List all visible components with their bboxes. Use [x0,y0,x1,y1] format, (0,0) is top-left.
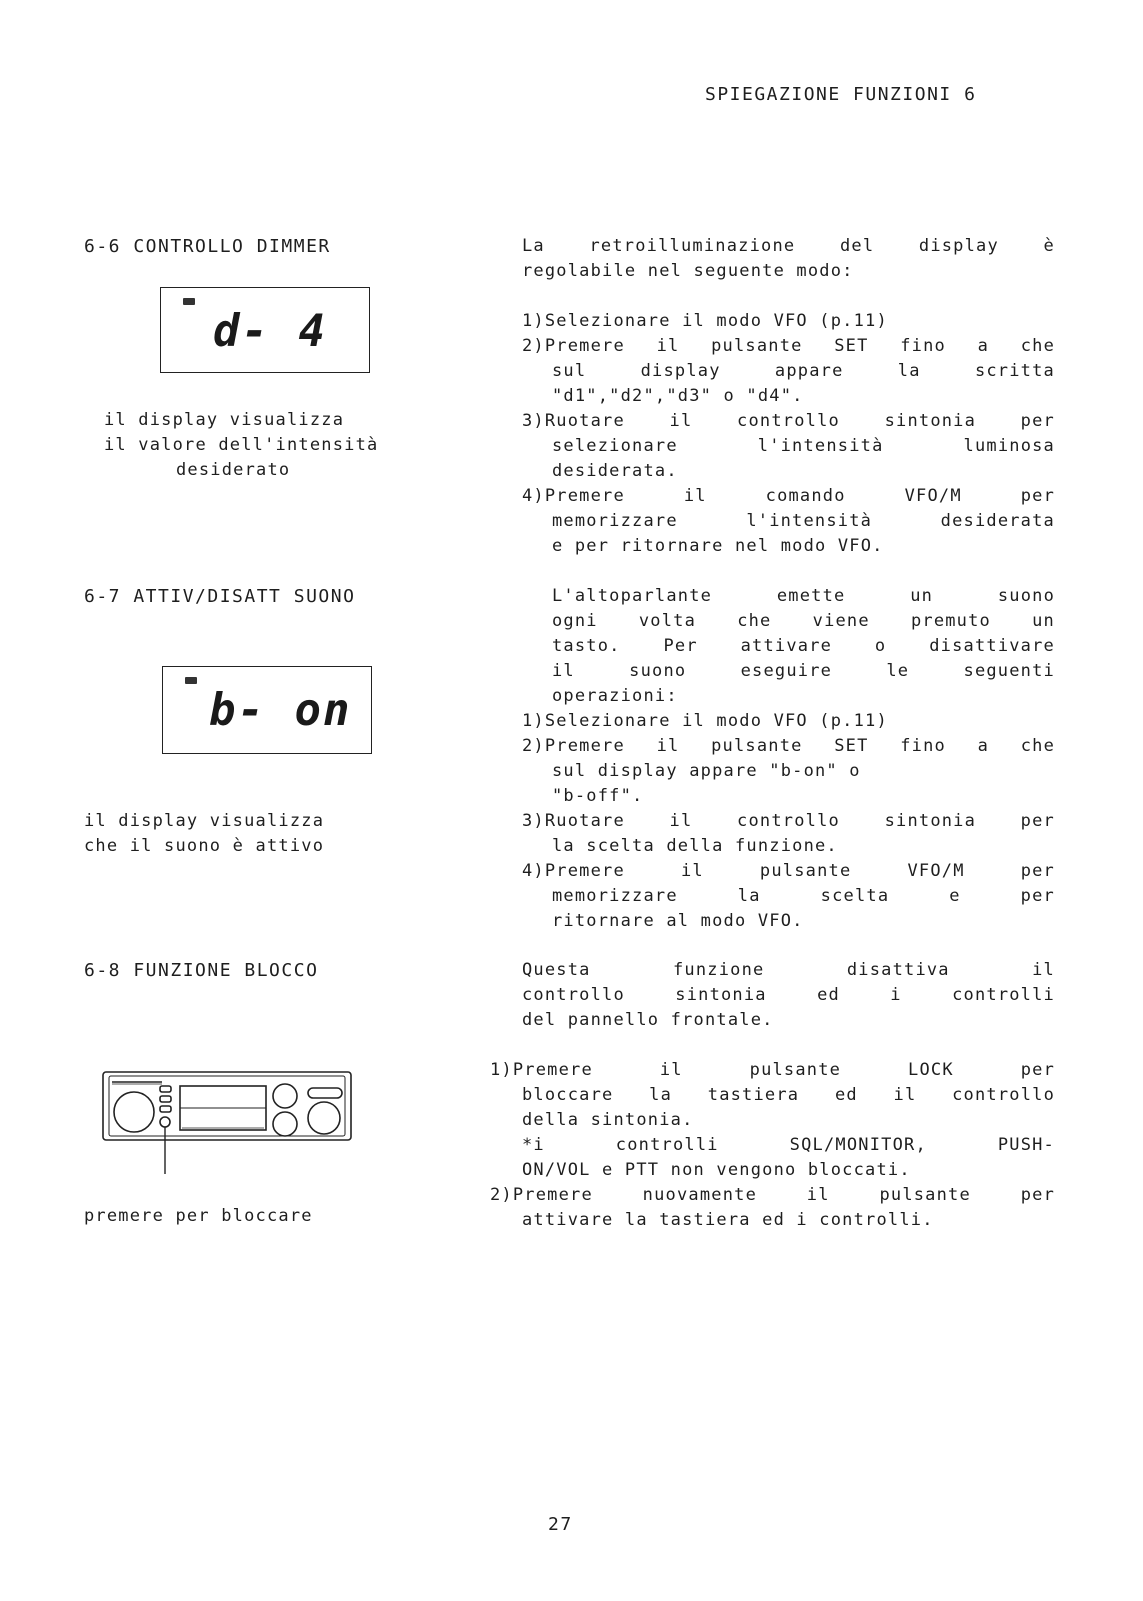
intro-line: tasto. Per attivare o disattivare [552,636,1055,656]
step-line: ON/VOL e PTT non vengono bloccati. [522,1160,911,1180]
section-heading-lock: 6-8 FUNZIONE BLOCCO [84,960,319,981]
page-number: 27 [548,1514,573,1535]
step-line: 2)Premere il pulsante SET fino a che [522,736,1055,756]
lcd-indicator-icon [185,677,197,684]
step-line: 3)Ruotare il controllo sintonia per [522,411,1055,431]
section-heading-dimmer: 6-6 CONTROLLO DIMMER [84,236,331,257]
step-line: attivare la tastiera ed i controlli. [522,1210,934,1230]
step-line: memorizzare l'intensità desiderata [552,511,1055,531]
step-line: della sintonia. [522,1110,694,1130]
section-heading-sound: 6-7 ATTIV/DISATT SUONO [84,586,356,607]
step-line: ritornare al modo VFO. [552,911,804,931]
step-line: memorizzare la scelta e per [552,886,1055,906]
intro-line: operazioni: [552,686,678,706]
step-line: *i controlli SQL/MONITOR, PUSH- [522,1135,1055,1155]
step-line: la scelta della funzione. [552,836,838,856]
step-line: sul display appare "b-on" o [552,761,861,781]
intro-line: del pannello frontale. [522,1010,774,1030]
lcd-readout: b- on [209,685,352,736]
caption-line: il display visualizza [84,811,325,831]
step-line: sul display appare la scritta [552,361,1055,381]
caption-line: che il suono è attivo [84,836,325,856]
step-line: "d1","d2","d3" o "d4". [552,386,804,406]
caption-line: premere per bloccare [84,1206,313,1226]
step-line: 1)Selezionare il modo VFO (p.11) [522,311,888,331]
step-line: "b-off". [552,786,644,806]
step-line: desiderata. [552,461,678,481]
step-line: selezionare l'intensità luminosa [552,436,1055,456]
caption-line: il valore dell'intensità [104,435,379,455]
intro-line: L'altoparlante emette un suono [552,586,1055,606]
step-line: 4)Premere il pulsante VFO/M per [522,861,1055,881]
step-line: 1)Selezionare il modo VFO (p.11) [522,711,888,731]
lcd-indicator-icon [183,298,195,305]
intro-line: controllo sintonia ed i controlli [522,985,1055,1005]
caption-line: il display visualizza [104,410,345,430]
lcd-display-dimmer [160,287,370,373]
caption-line: desiderato [176,460,291,480]
intro-line: ogni volta che viene premuto un [552,611,1055,631]
lcd-readout: d- 4 [213,306,327,357]
step-line: 2)Premere nuovamente il pulsante per [490,1185,1055,1205]
step-line: 3)Ruotare il controllo sintonia per [522,811,1055,831]
step-line: bloccare la tastiera ed il controllo [522,1085,1055,1105]
intro-line: Questa funzione disattiva il [522,960,1055,980]
page-header: SPIEGAZIONE FUNZIONI 6 [705,84,977,105]
step-line: 4)Premere il comando VFO/M per [522,486,1055,506]
intro-line: il suono eseguire le seguenti [552,661,1055,681]
intro-line: regolabile nel seguente modo: [522,261,854,281]
radio-front-panel-icon [102,1070,354,1180]
lcd-display-sound [162,666,372,754]
step-line: 2)Premere il pulsante SET fino a che [522,336,1055,356]
step-line: 1)Premere il pulsante LOCK per [490,1060,1055,1080]
intro-line: La retroilluminazione del display è [522,236,1055,256]
step-line: e per ritornare nel modo VFO. [552,536,884,556]
